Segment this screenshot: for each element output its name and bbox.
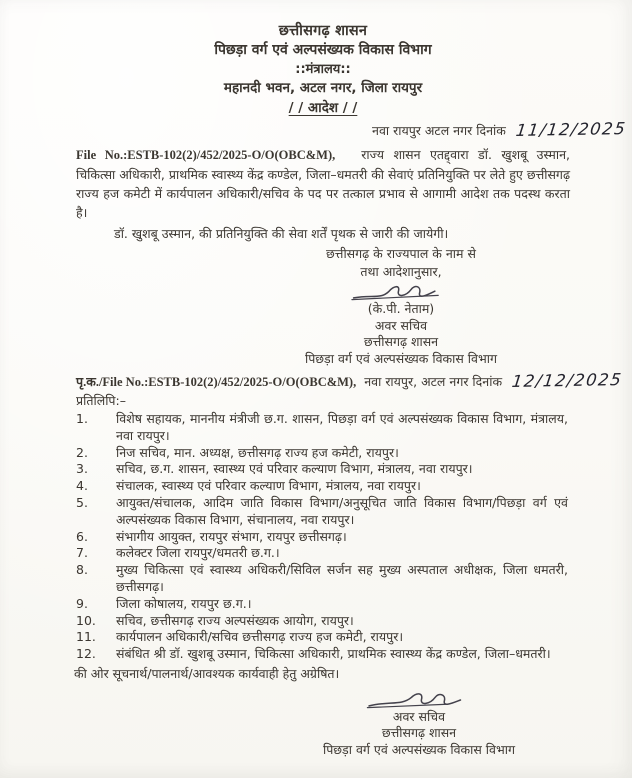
item-text: संचालक, स्वास्थ्य एवं परिवार कल्याण विभाग, मंत्रालय, नवा रायपुर। [116,478,421,494]
signature-scrawl-icon [341,281,461,303]
list-item [76,596,570,613]
list-item [76,445,570,462]
file-number: File No.:ESTB-102(2)/452/2025-O/O(OBC&M), [76,148,336,162]
header-government: छत्तीसगढ़ शासन [278,23,368,39]
dateline [76,120,626,141]
item-number: 5. [76,494,88,510]
copy-distribution-list [76,411,570,663]
item-number: 7. [76,545,88,561]
order-title-row [76,98,570,118]
item-number: 3. [76,461,88,477]
item-text: कार्यपालन अधिकारी/सचिव छत्तीसगढ़ राज्य हज कमेटी, रायपुर। [116,629,404,645]
bottom-signatory-designation: अवर सचिव [392,708,446,724]
list-item [76,461,570,478]
header-address: महानदी भवन, अटल नगर, जिला रायपुर [223,80,423,96]
item-text: सचिव, छत्तीसगढ़ राज्य अल्पसंख्यक आयोग, रायपुर। [116,612,354,628]
item-number: 10. [76,612,96,628]
item-text: आयुक्त/संचालक, आदिम जाति विकास विभाग/अनुसूचित जाति विकास विभाग/पिछड़ा वर्ग एवं अल्पसंख्यक विकास विभाग, संचानालय, नवा रायपुर। [116,494,568,527]
order-paragraph [76,145,570,222]
list-item [76,629,570,646]
item-number: 1. [76,411,88,426]
list-item [76,613,570,630]
signatory-government: छत्तीसगढ़ शासन [363,334,439,349]
item-number: 8. [76,562,88,578]
item-text: संबंधित श्री डॉ. खुशबू उस्मान, चिकित्सा अधिकारी, प्राथमिक स्वास्थ्य केंद्र कण्डेल, जिला–धमतरी। [116,646,551,662]
list-item [76,646,570,663]
endorsement-place: नवा रायपुर, अटल नगर दिनांक [364,374,503,389]
item-number: 6. [76,528,88,544]
item-number: 4. [76,478,88,494]
bottom-signature-block [254,689,584,759]
signatory-department: पिछड़ा वर्ग एवं अल्पसंख्यक विकास विभाग [304,350,498,366]
order-title: / / आदेश / / [288,100,358,116]
item-text: कलेक्टर जिला रायपुर/धमतरी छ.ग.। [116,545,280,561]
header-department: पिछड़ा वर्ग एवं अल्पसंख्यक विकास विभाग [214,42,432,58]
item-text: संभागीय आयुक्त, रायपुर संभाग, रायपुर छत्तीसगढ़। [116,528,347,544]
as-per-order-line: तथा आदेशानुसार, [360,264,442,279]
governor-authority-line: छत्तीसगढ़ के राज्यपाल के नाम से [326,246,476,261]
item-number: 12. [76,646,96,662]
item-text: जिला कोषालय, रायपुर छ.ग.। [116,595,252,611]
item-number: 11. [76,629,96,645]
signatory-designation: अवर सचिव [374,317,428,333]
item-number: 9. [76,595,88,611]
item-number: 2. [76,444,88,460]
dateline-place: नवा रायपुर अटल नगर दिनांक [372,123,506,138]
list-item [76,562,570,596]
list-item [76,478,570,495]
service-terms-paragraph: डॉ. खुशबू उस्मान, की प्रतिनियुक्ति की सेवा शर्तें पृथक से जारी की जायेगी। [114,226,449,241]
closing-line: की ओर सूचनार्थ/पालनार्थ/आवश्यक कार्यवाही हेतु अग्रेषित। [74,665,340,681]
list-item [76,411,570,445]
signature-scrawl-icon [354,689,484,711]
bottom-signatory-government: छत्तीसगढ़ शासन [381,725,457,741]
signatory-name: (के.पी. नेताम) [367,301,435,316]
copy-list-label: प्रतिलिपि:– [76,393,126,408]
item-text: निज सचिव, मान. अध्यक्ष, छत्तीसगढ़ राज्य हज कमेटी, रायपुर। [116,444,399,460]
handwritten-date-top: 11/12/2025 [514,119,628,140]
authority-signature-block [236,245,566,367]
item-text: सचिव, छ.ग. शासन, स्वास्थ्य एवं परिवार कल्याण विभाग, मंत्रालय, नवा रायपुर। [116,461,473,477]
list-item [76,495,570,529]
list-item [76,529,570,546]
endorsement-file-number: पृ.क./File No.:ESTB-102(2)/452/2025-O/O(OBC&M), [76,375,357,389]
list-item [76,545,570,562]
order-paragraph-text: राज्य शासन एतद्द्वारा डॉ. खुशबू उस्मान, चिकित्सा अधिकारी, प्राथमिक स्वास्थ्य केंद्र कण्डेल, जिला–धमतरी की सेवाएं प्रतिनियुक्ति पर लेते हुए छत्तीसगढ़ राज्य हज कमेटी में कार्यपालन अधिकारी/सचिव के पद पर तत्काल प्रभाव से आगामी आदेश तक पदस्थ करता है। [76,147,571,220]
item-text: विशेष सहायक, माननीय मंत्रीजी छ.ग. शासन, पिछड़ा वर्ग एवं अल्पसंख्यक विकास विभाग, मंत्रालय, नवा रायपुर। [116,411,568,443]
handwritten-date-endorsement: 12/12/2025 [510,370,624,391]
header-ministry: ::मंत्रालय:: [295,62,351,77]
endorsement-file-line [76,371,626,392]
item-text: मुख्य चिकित्सा एवं स्वास्थ्य अधिकरी/सिविल सर्जन सह मुख्य अस्पताल अधीक्षक, जिला धमतरी, छत्तीसगढ़। [116,562,568,594]
bottom-signatory-department: पिछड़ा वर्ग एवं अल्पसंख्यक विकास विभाग [322,741,516,757]
